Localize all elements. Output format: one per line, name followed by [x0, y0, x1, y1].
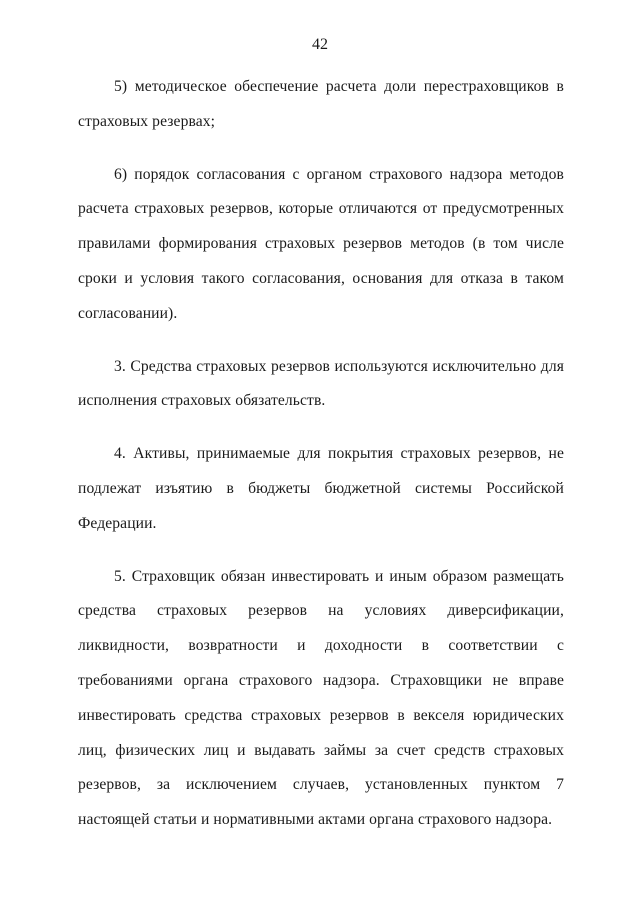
document-body — [78, 70, 564, 838]
paragraph-clause-3-reserves-usage: 3. Средства страховых резервов используются исключительно для исполнения страховых обязательств. — [78, 357, 564, 410]
paragraph-clause-5-investment: 5. Страховщик обязан инвестировать и иным образом размещать средства страховых резервов на условиях диверсификации, ликвидности, возвратности и доходности в соответствии с требованиями органа страхового надзора. Страховщики не вправе инвестировать средства страховых резервов в векселя юридических лиц, физических лиц и выдавать займы за счет средств страховых резервов, за исключением случаев, установленных пунктом 7 настоящей статьи и нормативными актами органа страхового надзора. — [78, 567, 564, 829]
paragraph-clause-4-assets-withdrawal: 4. Активы, принимаемые для покрытия страховых резервов, не подлежат изъятию в бюджеты бюджетной системы Российской Федерации. — [78, 445, 564, 532]
page-number: 42 — [312, 36, 328, 53]
paragraph-item-6-approval-procedure: 6) порядок согласования с органом страхового надзора методов расчета страховых резервов, которые отличаются от предусмотренных правилами формирования страховых резервов методов (в том числе сроки и условия такого согласования, основания для отказа в таком согласовании). — [78, 165, 564, 322]
paragraph-item-5-methodology: 5) методическое обеспечение расчета доли перестраховщиков в страховых резервах; — [78, 78, 564, 130]
